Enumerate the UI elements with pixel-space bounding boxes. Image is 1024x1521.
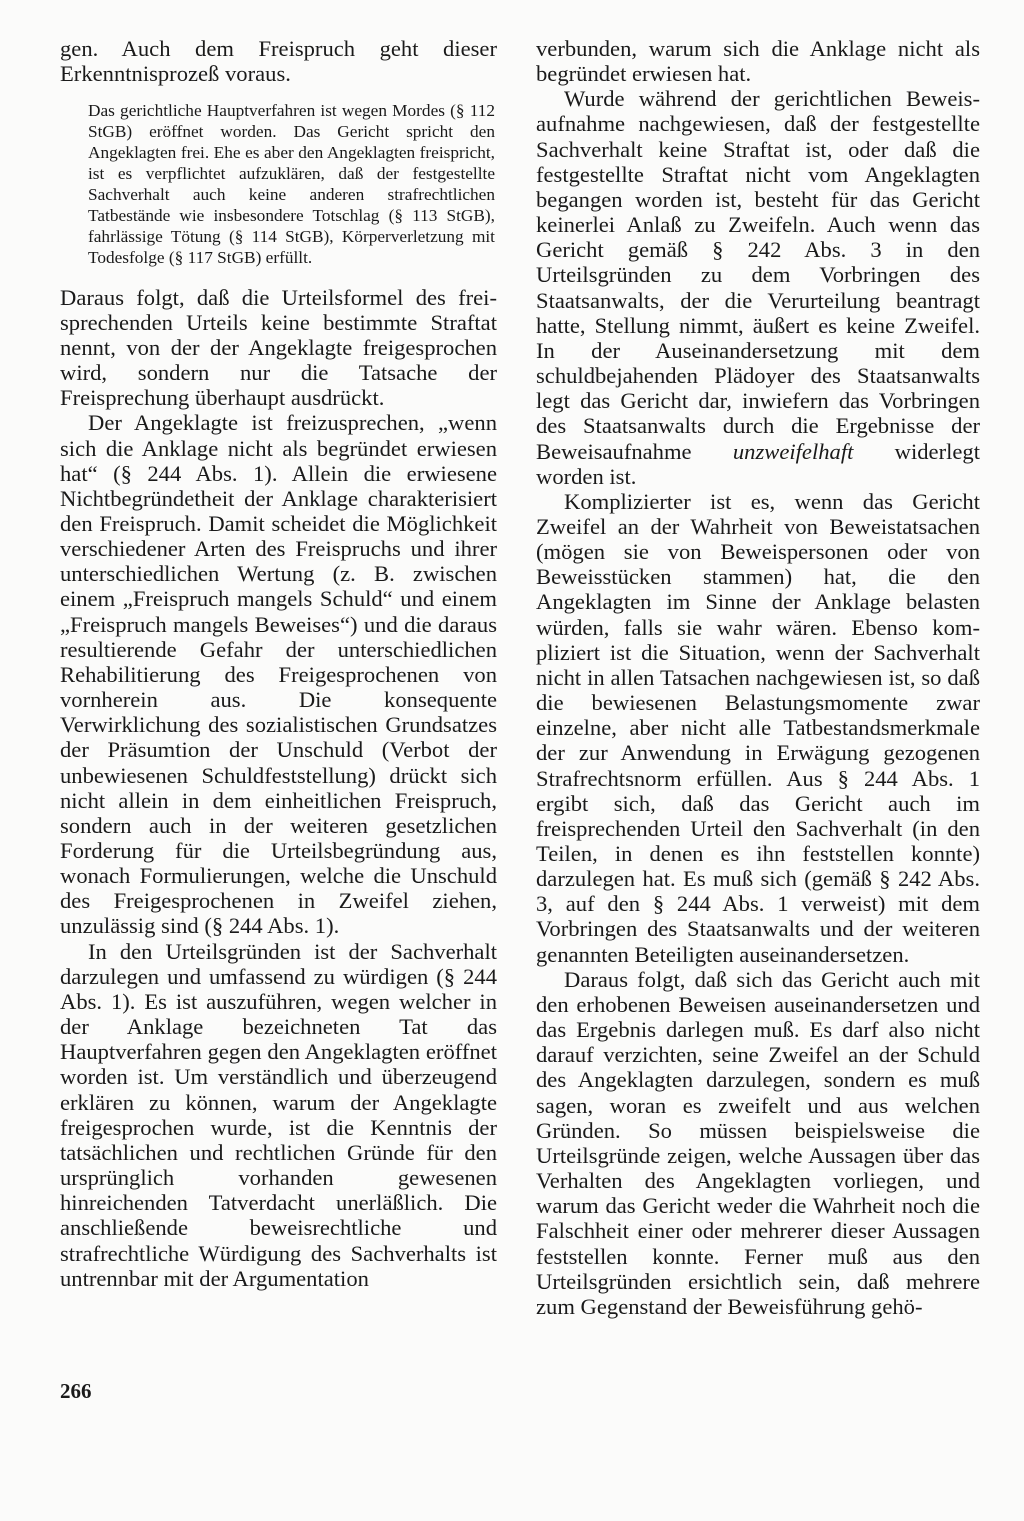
paragraph-text-tail: widerlegt worden ist. <box>536 438 980 489</box>
paragraph-continuation: verbunden, warum sich die Anklage nicht als begründet erwiesen hat. <box>536 36 980 87</box>
paragraph: Daraus folgt, daß die Urteilsformel des freisprechenden Urteils keine bestimmte Straftat nennt, von der der Angeklagte freigesprochen wird, sondern nur die Tatsache der Freisprechung überhaupt ausdrückt. <box>60 284 497 411</box>
paragraph: In den Urteilsgründen ist der Sachverhalt darzulegen und umfassend zu würdigen (§ 244 Abs. 1). Es ist auszuführen, wegen welcher in der Anklage bezeichneten Tat das Hauptverfahren gegen den Angeklagten eröffnet worden ist. Um verständlich und überzeugend erklären zu können, warum der Angeklagte freigesprochen wurde, ist die Kenntnis der tatsächlichen und rechtlichen Gründe für den ursprünglich vorhanden gewesenen hinreichenden Tatverdacht unerläßlich. Die anschließende beweisrechtliche und strafrechtliche Würdigung des Sachverhalts ist untrennbar mit der Argumentation <box>60 938 497 1291</box>
paragraph: Daraus folgt, daß sich das Gericht auch mit den erhobenen Beweisen auseinandersetzen und das Ergebnis darlegen muß. Es darf also nicht darauf verzichten, seine Zweifel an der Schuld des Angeklagten darzulegen, sondern es muß sagen, woran es zweifelt und aus welchen Gründen. So müssen beispielsweise die Urteilsgründe zeigen, welche Aussagen über das Verhalten des Angeklagten vorliegen, und warum das Gericht weder die Wahrheit noch die Falschheit einer oder mehrerer dieser Aussagen feststellen konnte. Ferner muß aus den Urteilsgründen ersichtlich sein, daß mehrere zum Gegenstand der Beweisführung gehö- <box>536 966 980 1319</box>
emphasis-text: unzweifelhaft <box>732 438 854 464</box>
paragraph: Komplizierter ist es, wenn das Gericht Zweifel an der Wahrheit von Beweistatsachen (mögen sie von Beweispersonen oder von Beweisstücken stammen) hat, die den Angeklagten im Sinne der Anklage belasten würden, falls sie wahr wären. Ebenso kompliziert ist die Situation, wenn der Sachverhalt nicht in allen Tatsachen nachgewiesen ist, so daß die bewiesenen Belastungsmomente zwar einzelne, aber nicht alle Tatbestandsmerkmale der zur Anwendung in Erwägung gezogenen Strafrechtsnorm erfüllen. Aus § 244 Abs. 1 ergibt sich, daß das Gericht auch im freisprechenden Urteil den Sachverhalt (in den Teilen, in denen es ihn feststellen konnte) darzulegen hat. Es muß sich (gemäß § 242 Abs. 3, auf den § 244 Abs. 1 verweist) mit dem Vorbringen des Staatsanwalts und der weiteren genannten Beteiligten auseinandersetzen. <box>536 488 980 967</box>
paragraph: Der Angeklagte ist freizusprechen, „wenn sich die Anklage nicht als begründet erwiesen hat“ (§ 244 Abs. 1). Allein die erwiesene Nichtbegründetheit der Anklage charakterisiert den Freispruch. Damit scheidet die Möglichkeit verschiedener Arten des Freispruchs und ihrer unterschiedlichen Wertung (z. B. zwischen einem „Freispruch mangels Schuld“ und einem „Freispruch mangels Beweises“) und die daraus resultierende Gefahr der unterschiedlichen Rehabilitierung des Freigesprochenen von vornherein aus. Die konsequente Verwirklichung des sozialistischen Grundsatzes der Präsumtion der Unschuld (Verbot der unbewiesenen Schuldfeststellung) drückt sich nicht allein in dem einheitlichen Freispruch, sondern auch in der weiteren gesetzlichen Forderung für die Urteilsbegründung aus, wonach Formulierungen, welche die Unschuld des Freigesprochenen in Zweifel ziehen, unzulässig sind (§ 244 Abs. 1). <box>60 410 497 939</box>
page-number: 266 <box>60 1379 92 1403</box>
paragraph-text: Wurde während der gerichtlichen Beweisaufnahme nachgewiesen, daß der festgestellte Sachverhalt keine Straftat ist, oder daß die festgestellte Straftat nicht vom Angeklagten begangen worden ist, besteht für das Gericht keinerlei Anlaß zu Zweifeln. Auch wenn das Gericht gemäß § 242 Abs. 3 in den Urteilsgründen zu dem Vorbringen des Staatsanwalts, der die Verurteilung beantragt hatte, Stellung nimmt, äußert es keine Zweifel. In der Auseinandersetzung mit dem schuldbejahenden Plädoyer des Staatsanwalts legt das Gericht dar, inwiefern das Vorbringen des Staatsanwalts durch die Ergebnisse der Beweisaufnahme <box>536 86 980 464</box>
paragraph-continuation: gen. Auch dem Freispruch geht dieser Erkenntnisprozeß voraus. <box>60 36 497 87</box>
example-block: Das gerichtliche Hauptverfahren ist wegen Mordes (§ 112 StGB) eröffnet worden. Das Gericht spricht den Angeklagten frei. Ehe es aber den Angeklagten freispricht, ist es verpflichtet aufzuklären, daß der festgestellte Sachverhalt auch keine anderen strafrechtlichen Tatbestände wie insbesondere Totschlag (§ 113 StGB), fahrlässige Tötung (§ 114 StGB), Körperverletzung mit Todesfolge (§ 117 StGB) erfüllt. <box>88 101 495 267</box>
paragraph <box>536 86 980 489</box>
right-column <box>536 36 980 1319</box>
left-column <box>60 36 497 1291</box>
